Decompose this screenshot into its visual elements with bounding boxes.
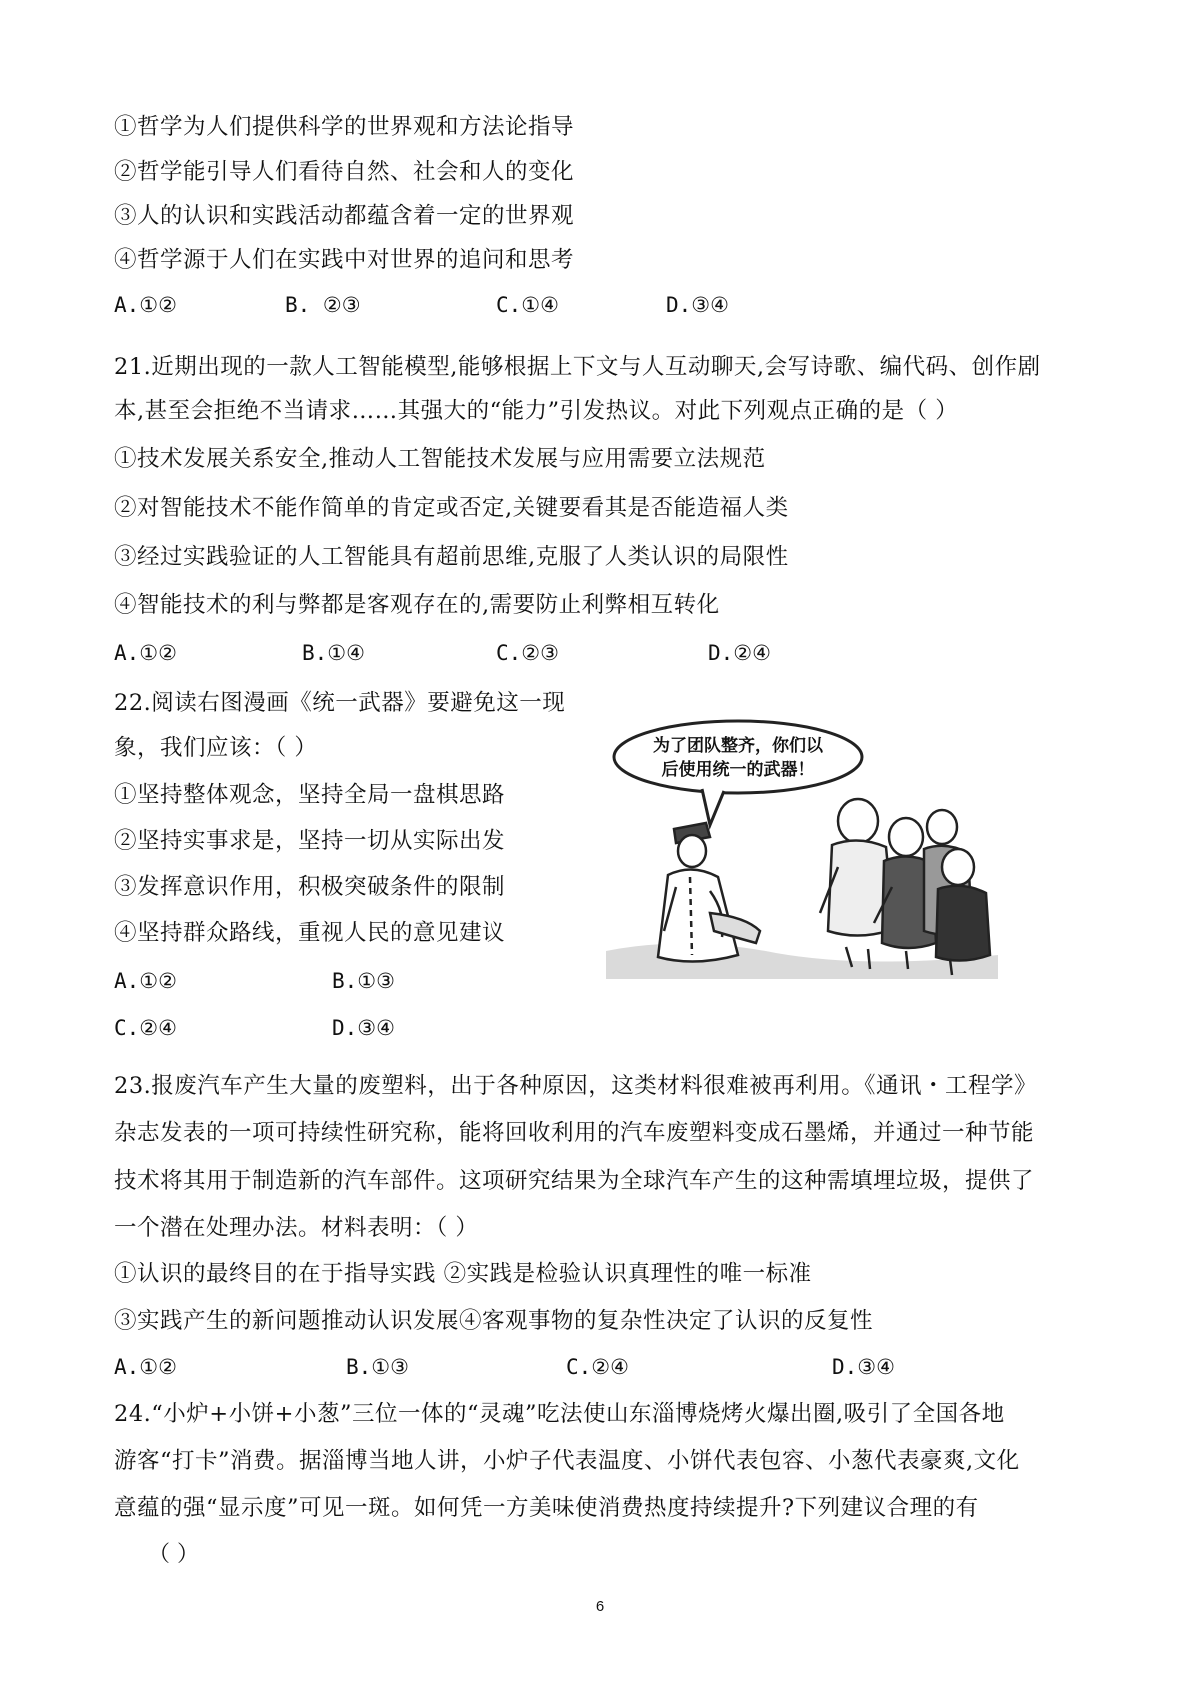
q20-option-b: B. ②③ [285, 293, 361, 317]
q20-item-3: ③人的认识和实践活动都蕴含着一定的世界观 [114, 203, 575, 229]
q22-item-2: ②坚持实事求是，坚持一切从实际出发 [114, 828, 506, 854]
q21-item-1: ①技术发展关系安全,推动人工智能技术发展与应用需要立法规范 [114, 446, 766, 472]
q20-item-1: ①哲学为人们提供科学的世界观和方法论指导 [114, 114, 575, 140]
q23-stem-line-1: 23.报废汽车产生大量的废塑料，出于各种原因，这类材料很难被再利用。《通讯・工程学》 [114, 1073, 1038, 1099]
soldiers-group [820, 799, 990, 975]
q21-item-2: ②对智能技术不能作简单的肯定或否定,关键要看其是否能造福人类 [114, 495, 789, 521]
q23-option-a: A.①② [114, 1355, 177, 1379]
q21-stem-line-1: 21.近期出现的一款人工智能模型,能够根据上下文与人互动聊天,会写诗歌、编代码、创作剧 [114, 354, 1041, 380]
bubble-text-line-2: 后使用统一的武器！ [661, 760, 815, 780]
q22-stem-line-2: 象，我们应该：（ ） [114, 735, 318, 761]
q21-option-a: A.①② [114, 641, 177, 665]
cartoon-illustration [606, 717, 998, 979]
q24-stem-line-1: 24.“小炉+小饼+小葱”三位一体的“灵魂”吃法使山东淄博烧烤火爆出圈,吸引了全国各地 [114, 1401, 1005, 1427]
q22-option-d: D.③④ [332, 1016, 395, 1040]
q23-option-d: D.③④ [832, 1355, 895, 1379]
q22-option-c: C.②④ [114, 1016, 177, 1040]
q21-item-3: ③经过实践验证的人工智能具有超前思维,克服了人类认识的局限性 [114, 544, 789, 570]
q20-option-d: D.③④ [666, 293, 729, 317]
q20-item-2: ②哲学能引导人们看待自然、社会和人的变化 [114, 159, 575, 185]
q21-option-d: D.②④ [708, 641, 771, 665]
q22-item-3: ③发挥意识作用，积极突破条件的限制 [114, 874, 506, 900]
q22-option-b: B.①③ [332, 969, 395, 993]
q22-option-a: A.①② [114, 969, 177, 993]
emperor-figure [658, 823, 760, 962]
q22-stem-line-1: 22.阅读右图漫画《统一武器》要避免这一现 [114, 690, 566, 716]
q23-item-line-1: ①认识的最终目的在于指导实践 ②实践是检验认识真理性的唯一标准 [114, 1261, 812, 1287]
q21-option-c: C.②③ [496, 641, 559, 665]
bubble-text-line-1: 为了团队整齐，你们以 [653, 736, 823, 756]
q24-stem-line-3: 意蕴的强“显示度”可见一斑。如何凭一方美味使消费热度持续提升?下列建议合理的有 [114, 1495, 979, 1521]
q23-stem-line-2: 杂志发表的一项可持续性研究称，能将回收利用的汽车废塑料变成石墨烯，并通过一种节能 [114, 1120, 1035, 1146]
q23-option-c: C.②④ [566, 1355, 629, 1379]
q20-option-c: C.①④ [496, 293, 559, 317]
q24-answer-parentheses: （ ） [148, 1542, 199, 1567]
q21-item-4: ④智能技术的利与弊都是客观存在的,需要防止利弊相互转化 [114, 592, 720, 618]
q23-item-line-2: ③实践产生的新问题推动认识发展④客观事物的复杂性决定了认识的反复性 [114, 1308, 874, 1334]
q23-stem-line-3: 技术将其用于制造新的汽车部件。这项研究结果为全球汽车产生的这种需填埋垃圾，提供了 [114, 1168, 1035, 1194]
q22-item-1: ①坚持整体观念，坚持全局一盘棋思路 [114, 782, 506, 808]
q20-item-4: ④哲学源于人们在实践中对世界的追问和思考 [114, 247, 575, 273]
q23-stem-line-4: 一个潜在处理办法。材料表明：（ ） [114, 1215, 479, 1241]
q21-option-b: B.①④ [302, 641, 365, 665]
q24-stem-line-2: 游客“打卡”消费。据淄博当地人讲，小炉子代表温度、小饼代表包容、小葱代表豪爽,文化 [114, 1448, 1020, 1474]
q20-option-a: A.①② [114, 293, 177, 317]
speech-bubble [614, 721, 862, 793]
speech-bubble-tail [702, 789, 724, 825]
q22-item-4: ④坚持群众路线，重视人民的意见建议 [114, 920, 506, 946]
page-number: 6 [595, 1598, 605, 1615]
q21-stem-line-2: 本,甚至会拒绝不当请求……其强大的“能力”引发热议。对此下列观点正确的是（ ） [114, 398, 959, 424]
q23-option-b: B.①③ [346, 1355, 409, 1379]
